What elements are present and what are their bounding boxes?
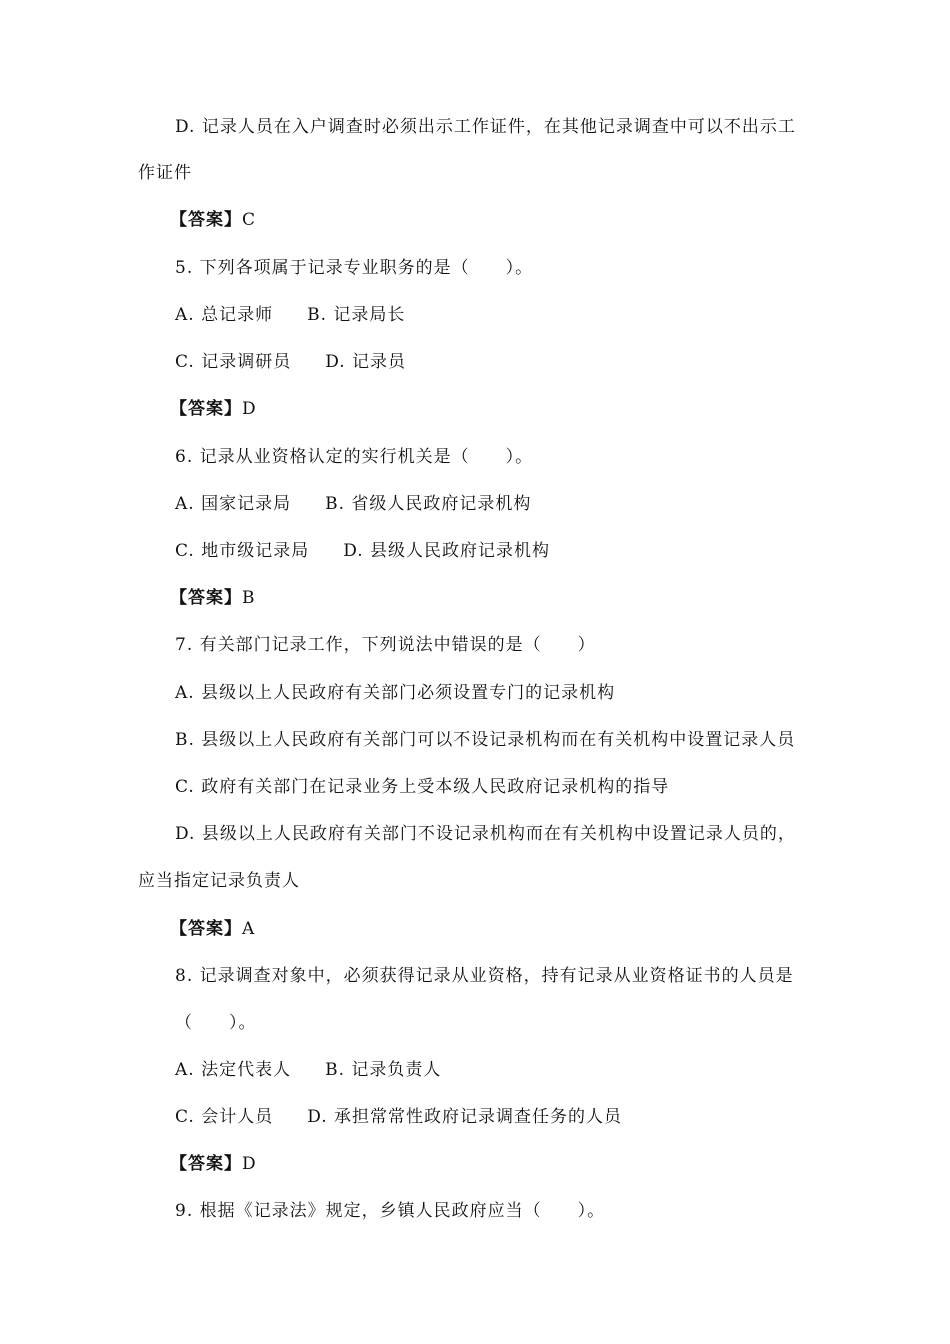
answer-value: A [242,919,256,939]
answer-value: D [242,1154,257,1174]
q6-option-b: B. 省级人民政府记录机构 [325,494,532,514]
q5-answer [170,398,257,420]
q6-option-c: C. 地市级记录局 [175,541,310,561]
q8-option-a: A. 法定代表人 [175,1060,292,1080]
q9-stem: 9. 根据《记录法》规定，乡镇人民政府应当（ ）。 [175,1201,606,1221]
answer-value: C [242,210,257,230]
answer-value: B [242,588,256,608]
q6-stem: 6. 记录从业资格认定的实行机关是（ ）。 [175,447,534,467]
q6-options-ab [175,493,531,515]
q4-option-d-line1: D. 记录人员在入户调查时必须出示工作证件，在其他记录调查中可以不出示工 [175,117,796,137]
q7-option-d-line2: 应当指定记录负责人 [138,871,300,891]
q8-answer [170,1153,257,1175]
q8-options-ab [175,1059,441,1081]
answer-value: D [242,399,257,419]
q5-options-ab [175,304,405,326]
q4-answer [170,209,256,231]
q7-option-c: C. 政府有关部门在记录业务上受本级人民政府记录机构的指导 [175,777,670,797]
q8-option-c: C. 会计人员 [175,1107,274,1127]
q6-option-a: A. 国家记录局 [175,494,292,514]
q6-option-d: D. 县级人民政府记录机构 [343,541,551,561]
answer-label: 【答案】 [170,399,242,419]
q6-options-cd [175,540,550,562]
answer-label: 【答案】 [170,588,242,608]
q6-answer [170,587,256,609]
q5-option-c: C. 记录调研员 [175,352,292,372]
q8-options-cd [175,1106,622,1128]
q5-options-cd [175,351,406,373]
q5-option-a: A. 总记录师 [175,305,274,325]
q7-option-a: A. 县级以上人民政府有关部门必须设置专门的记录机构 [175,683,616,703]
q5-option-d: D. 记录员 [325,352,407,372]
answer-label: 【答案】 [170,1154,242,1174]
q7-option-b: B. 县级以上人民政府有关部门可以不设记录机构而在有关机构中设置记录人员 [175,730,796,750]
q8-stem-line1: 8. 记录调查对象中，必须获得记录从业资格，持有记录从业资格证书的人员是 [175,966,794,986]
q4-option-d-line2: 作证件 [138,163,192,183]
q5-stem: 5. 下列各项属于记录专业职务的是（ ）。 [175,258,534,278]
q5-option-b: B. 记录局长 [307,305,406,325]
q8-stem-line2: （ ）。 [175,1013,257,1033]
q8-option-d: D. 承担常常性政府记录调查任务的人员 [307,1107,623,1127]
q7-option-d-line1: D. 县级以上人民政府有关部门不设记录机构而在有关机构中设置记录人员的， [175,824,796,844]
answer-label: 【答案】 [170,919,242,939]
answer-label: 【答案】 [170,210,242,230]
q7-answer [170,918,255,940]
q8-option-b: B. 记录负责人 [325,1060,442,1080]
q7-stem: 7. 有关部门记录工作，下列说法中错误的是（ ） [175,635,596,655]
